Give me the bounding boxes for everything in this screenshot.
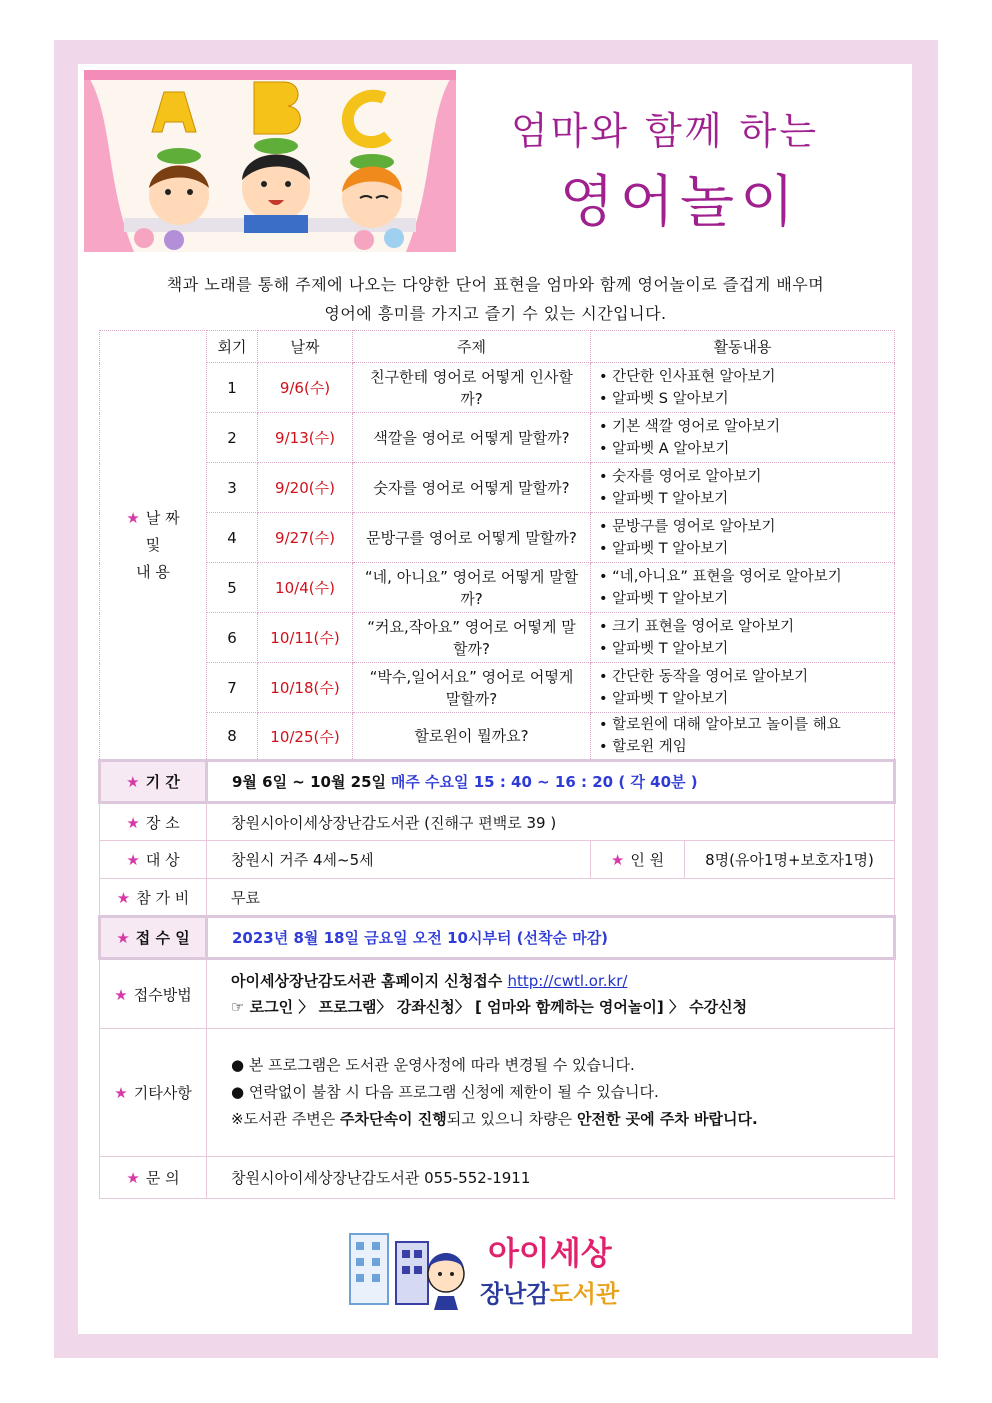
star-icon: ★ [114, 985, 128, 1004]
schedule-row: 8 10/25(수) 할로윈이 뭘까요? • 할로윈에 대해 알아보고 놀이를 해요 • 할로윈 게임 [100, 713, 895, 761]
header-activity: 활동내용 [591, 331, 895, 363]
schedule-row: 3 9/20(수) 숫자를 영어로 어떻게 말할까? • 숫자를 영어로 알아보기 • 알파벳 T 알아보기 [100, 463, 895, 513]
schedule-row: 5 10/4(수) “네, 아니요” 영어로 어떻게 말할까? • “네,아니요” 표현을 영어로 알아보기 • 알파벳 T 알아보기 [100, 563, 895, 613]
star-icon: ★ [114, 1084, 128, 1102]
star-icon: ★ [116, 888, 131, 907]
title-line1: 엄마와 함께 하는 [510, 109, 820, 153]
schedule-label: ★ 날 짜 및 내 용 [100, 331, 207, 761]
logo-line1: 아이세상 [488, 1234, 612, 1272]
intro-line1: 책과 노래를 통해 주제에 나오는 다양한 단어 표현을 엄마와 함께 영어놀이로 즐겁게 배우며 [166, 275, 825, 294]
period-dates: 9월 6일 ~ 10월 25일 [232, 773, 387, 791]
notes-row: ★ 기타사항 ● 본 프로그램은 도서관 운영사정에 따라 변경될 수 있습니다. ● 연락없이 불참 시 다음 프로그램 신청에 제한이 될 수 있습니다. ※도서관 주변은 주차단속이 진행되고 있으니 차량은 안전한 곳에 주차 바랍니다. [100, 1029, 895, 1157]
period-row: ★ 기 간 9월 6일 ~ 10월 25일 매주 수요일 15 : 40 ~ 16 : 20 ( 각 40분 ) [100, 761, 895, 803]
schedule-row: 1 9/6(수) 친구한테 영어로 어떻게 인사할까? • 간단한 인사표현 알아보기 • 알파벳 S 알아보기 [100, 363, 895, 413]
schedule-row: 7 10/18(수) “박수,일어서요” 영어로 어떻게 말할까? • 간단한 동작을 영어로 알아보기 • 알파벳 T 알아보기 [100, 663, 895, 713]
star-icon: ★ [126, 508, 140, 527]
star-icon: ★ [126, 1169, 140, 1187]
contact-row: ★ 문 의 창원시아이세상장난감도서관 055-552-1911 [100, 1157, 895, 1199]
star-icon: ★ [126, 813, 140, 832]
schedule-row: 4 9/27(수) 문방구를 영어로 어떻게 말할까? • 문방구를 영어로 알아보기 • 알파벳 T 알아보기 [100, 513, 895, 563]
fee-row: ★ 참 가 비 무료 [100, 879, 895, 917]
star-icon: ★ [126, 851, 140, 869]
apply-method-row: ★ 접수방법 아이세상장난감도서관 홈페이지 신청접수 http://cwtl.or.kr/ ☞ 로그인 〉 프로그램〉 강좌신청〉 [ 엄마와 함께하는 영어놀이] 〉 수강신청 [100, 959, 895, 1029]
library-logo [348, 1228, 648, 1314]
svg-text:장난감도서관 [480, 1280, 620, 1308]
schedule-row: 6 10/11(수) “커요,작아요” 영어로 어떻게 말할까? • 크기 표현을 영어로 알아보기 • 알파벳 T 알아보기 [100, 613, 895, 663]
period-time: 매주 수요일 15 : 40 ~ 16 : 20 ( 각 40분 ) [390, 773, 698, 791]
program-table [98, 330, 896, 1199]
logo-line2-a: 장난감 [480, 1280, 550, 1308]
apply-date-row: ★ 접 수 일 2023년 8월 18일 금요일 오전 10시부터 (선착순 마감) [100, 917, 895, 959]
header-date: 날짜 [258, 331, 353, 363]
homepage-link[interactable]: http://cwtl.or.kr/ [507, 972, 628, 990]
schedule-header-row [100, 331, 895, 363]
star-icon: ★ [116, 929, 130, 947]
star-icon: ★ [126, 773, 140, 791]
place-row: ★ 장 소 창원시아이세상장난감도서관 (진해구 편백로 39 ) [100, 803, 895, 841]
kids-banner-illustration [84, 70, 456, 252]
header-session: 회기 [207, 331, 258, 363]
intro-text [98, 270, 893, 328]
intro-line2: 영어에 흥미를 가지고 즐기 수 있는 시간입니다. [324, 304, 667, 323]
target-row: ★ 대 상 창원시 거주 4세~5세 ★ 인 원 8명(유아1명+보호자1명) [100, 841, 895, 879]
logo-line2-b: 도서관 [549, 1280, 620, 1308]
schedule-row: 2 9/13(수) 색깔을 영어로 어떻게 말할까? • 기본 색깔 영어로 알아보기 • 알파벳 A 알아보기 [100, 413, 895, 463]
star-icon: ★ [610, 851, 625, 869]
header-topic: 주제 [353, 331, 591, 363]
title-line2: 영어놀이 [559, 170, 801, 235]
